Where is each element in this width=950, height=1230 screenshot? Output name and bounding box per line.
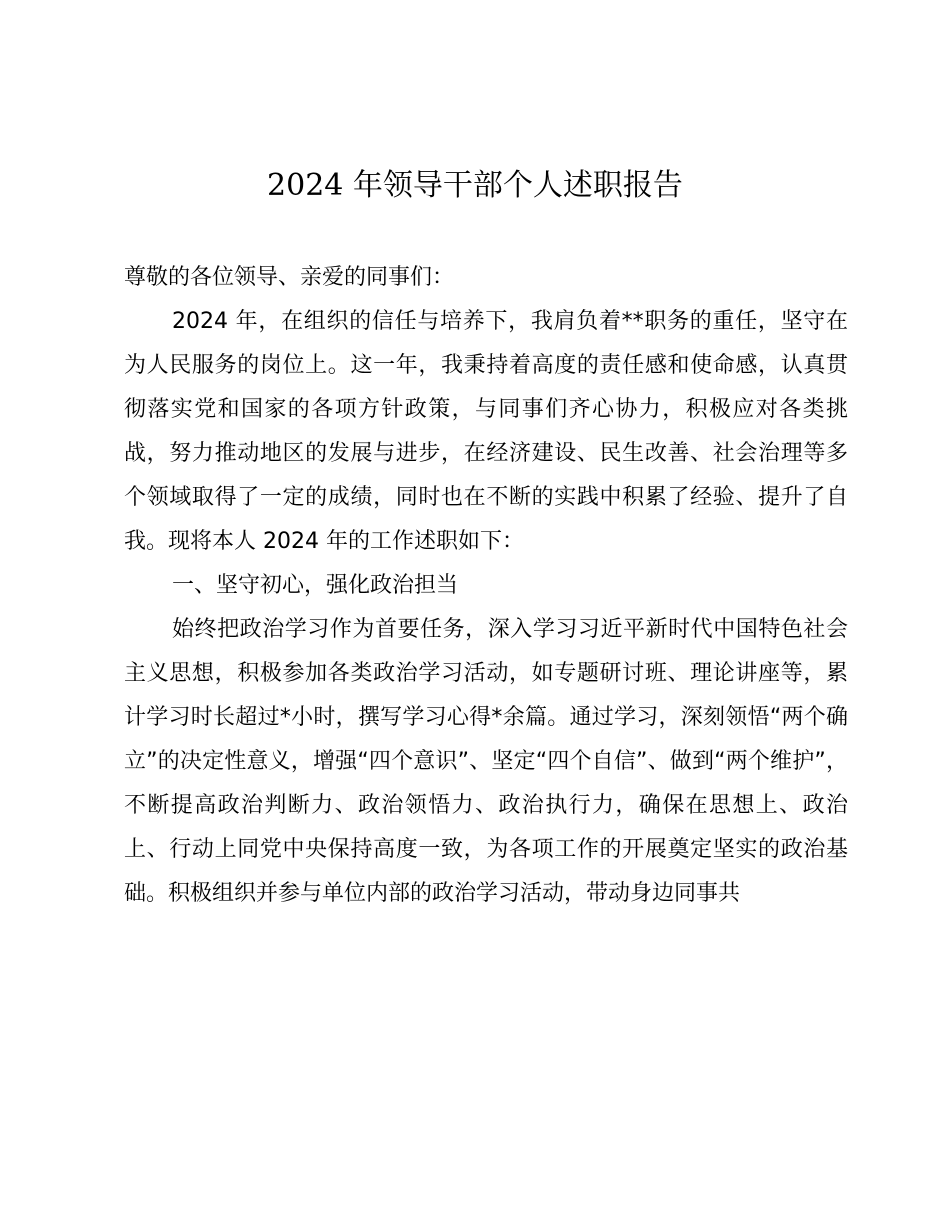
paragraph-political-study: 始终把政治学习作为首要任务，深入学习习近平新时代中国特色社会主义思想，积极参加各类政治学习活动，如专题研讨班、理论讲座等，累计学习时长超过*小时，撰写学习心得*余篇。通过学习，深刻领悟“两个确立”的决定性意义，增强“四个意识”、坚定“四个自信”、做到“两个维护”，不断提高政治判断力、政治领悟力、政治执行力，确保在思想上、政治上、行动上同党中央保持高度一致，为各项工作的开展奠定坚实的政治基础。积极组织并参与单位内部的政治学习活动，带动身边同事共 bbox=[124, 617, 848, 906]
document-title: 2024 年领导干部个人述职报告 bbox=[267, 168, 683, 203]
document-body bbox=[124, 256, 848, 916]
section-heading-1: 一、坚守初心，强化政治担当 bbox=[172, 573, 459, 598]
salutation: 尊敬的各位领导、亲爱的同事们： bbox=[124, 265, 455, 290]
paragraph-intro: 2024 年，在组织的信任与培养下，我肩负着**职务的重任，坚守在为人民服务的岗位上。这一年，我秉持着高度的责任感和使命感，认真贯彻落实党和国家的各项方针政策，与同事们齐心协力，积极应对各类挑战，努力推动地区的发展与进步，在经济建设、民生改善、社会治理等多个领域取得了一定的成绩，同时也在不断的实践中积累了经验、提升了自我。现将本人 2024 年的工作述职如下： bbox=[124, 309, 848, 554]
